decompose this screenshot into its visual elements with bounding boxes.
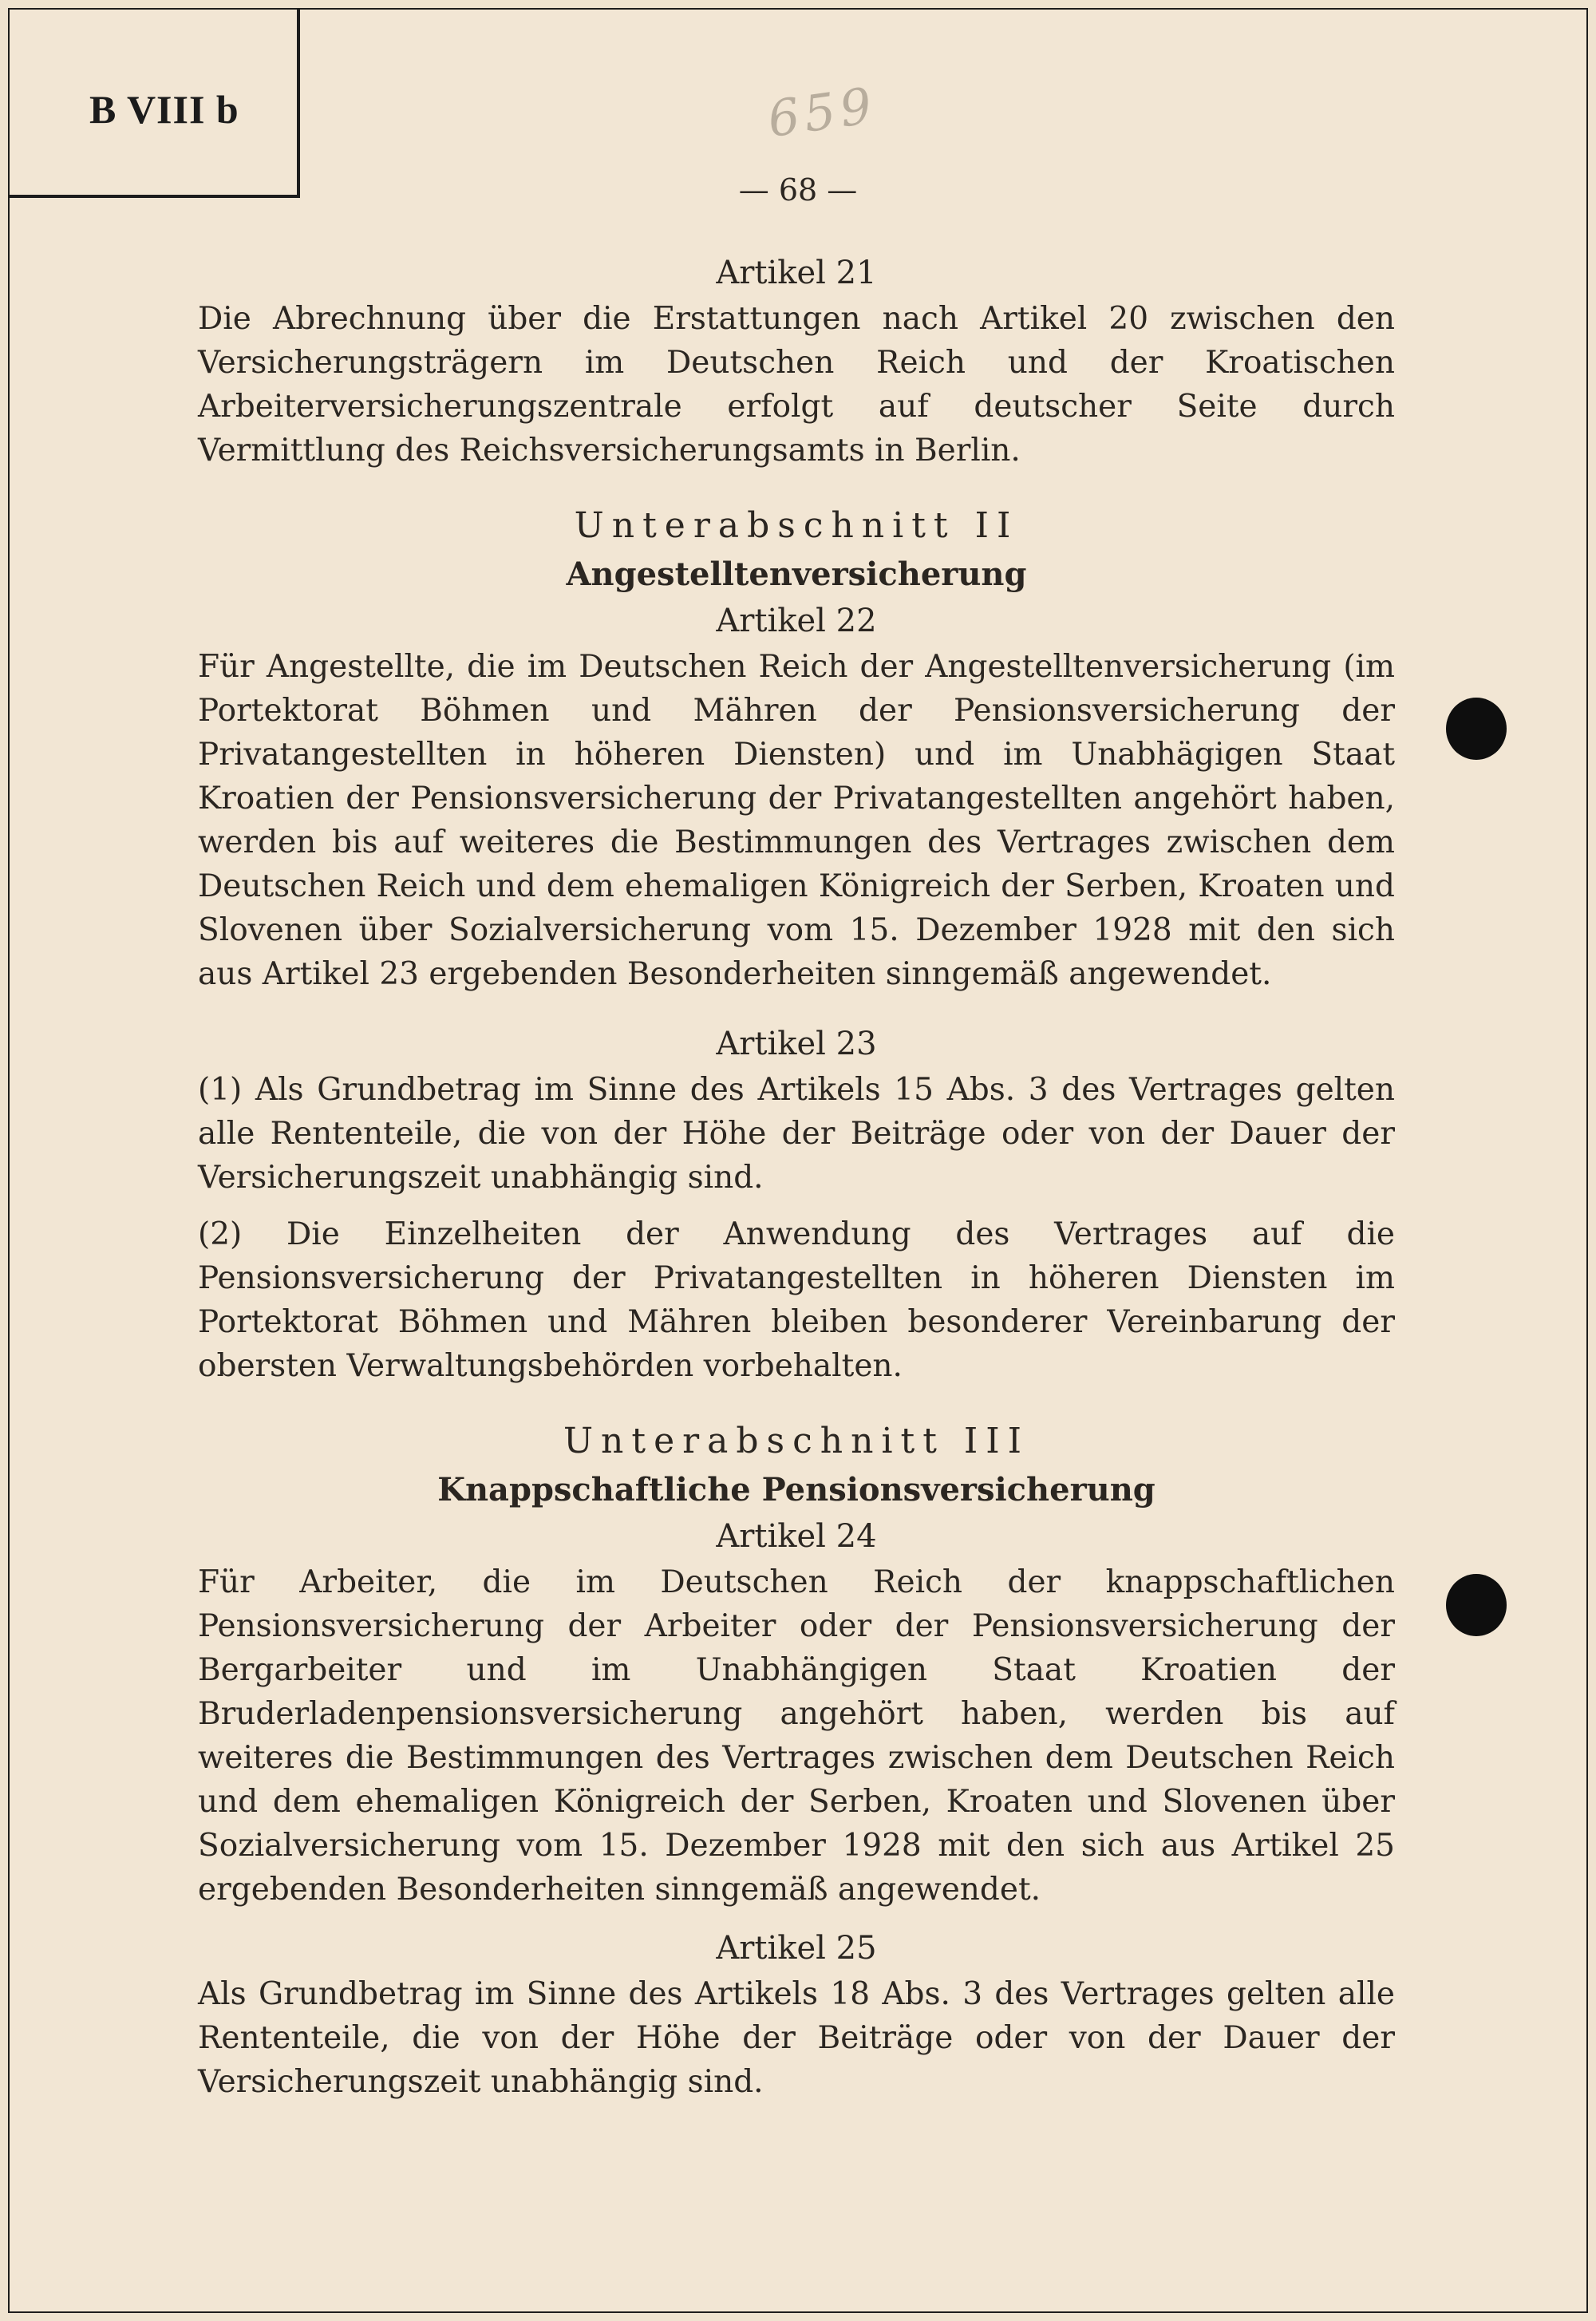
page-number: — 68 —: [738, 172, 858, 208]
article-25-heading: Artikel 25: [716, 1930, 877, 1967]
article-24-text: Für Arbeiter, die im Deutschen Reich der knappschaftlichen Pensionsversicherung der Arbeiter oder der Pensionsversicherung der Bergarbeiter und im Unabhängigen Staat Kroatien der Bruderladenpensionsversicherung angehört haben, werden bis auf weiteres die Bestimmungen des Vertrages zwischen dem Deutschen Reich und dem ehemaligen Königreich der Serben, Kroaten und Slovenen über Sozialversicherung vom 15. Dezember 1928 mit den sich aus Artikel 25 ergebenden Besonderheiten sinngemäß angewendet.: [198, 1564, 1395, 1908]
subsection-2-heading: Unterabschnitt II: [574, 505, 1019, 546]
document-page: [8, 8, 1588, 2313]
punch-hole-upper: [1446, 698, 1507, 760]
article-25-text: Als Grundbetrag im Sinne des Artikels 18 Abs. 3 des Vertrages gelten alle Rententeile, die von der Höhe der Beiträge oder von der Dauer der Versicherungszeit unabhängig sind.: [198, 1976, 1395, 2100]
article-21-heading: Artikel 21: [716, 255, 877, 291]
handwritten-page-note: 659: [764, 75, 880, 149]
section-label-box: [10, 10, 300, 198]
article-23-paragraph-2: (2) Die Einzelheiten der Anwendung des Vertrages auf die Pensionsversicherung der Privatangestellten in höheren Diensten im Portektorat Böhmen und Mähren bleiben besonderer Vereinbarung der obersten Verwaltungsbehörden vorbehalten.: [198, 1216, 1395, 1384]
subsection-3-title: Knappschaftliche Pensionsversicherung: [437, 1471, 1156, 1508]
article-23-paragraph-1: (1) Als Grundbetrag im Sinne des Artikels 15 Abs. 3 des Vertrages gelten alle Rententeile, die von der Höhe der Beiträge oder von der Dauer der Versicherungszeit unabhängig sind.: [198, 1072, 1395, 1196]
subsection-2-title: Angestelltenversicherung: [566, 556, 1027, 593]
document-body: [198, 249, 1395, 2104]
article-23-heading: Artikel 23: [716, 1026, 877, 1062]
section-label: B VIII b: [89, 87, 239, 132]
article-22-text: Für Angestellte, die im Deutschen Reich der Angestelltenversicherung (im Portektorat Böhmen und Mähren der Pensionsversicherung der Privatangestellten in höheren Diensten) und im Unabhägigen Staat Kroatien der Pensionsversicherung der Privatangestellten angehört haben, werden bis auf weiteres die Bestimmungen des Vertrages zwischen dem Deutschen Reich und dem ehemaligen Königreich der Serben, Kroaten und Slovenen über Sozialversicherung vom 15. Dezember 1928 mit den sich aus Artikel 23 ergebenden Besonderheiten sinngemäß angewendet.: [198, 649, 1395, 992]
article-24-heading: Artikel 24: [716, 1518, 877, 1555]
punch-hole-lower: [1446, 1574, 1507, 1636]
article-21-text: Die Abrechnung über die Erstattungen nach Artikel 20 zwischen den Versicherungsträgern im Deutschen Reich und der Kroatischen Arbeiterversicherungszentrale erfolgt auf deutscher Seite durch Vermittlung des Reichsversicherungsamts in Berlin.: [198, 301, 1395, 469]
subsection-3-heading: Unterabschnitt III: [563, 1421, 1030, 1461]
article-22-heading: Artikel 22: [716, 603, 877, 639]
